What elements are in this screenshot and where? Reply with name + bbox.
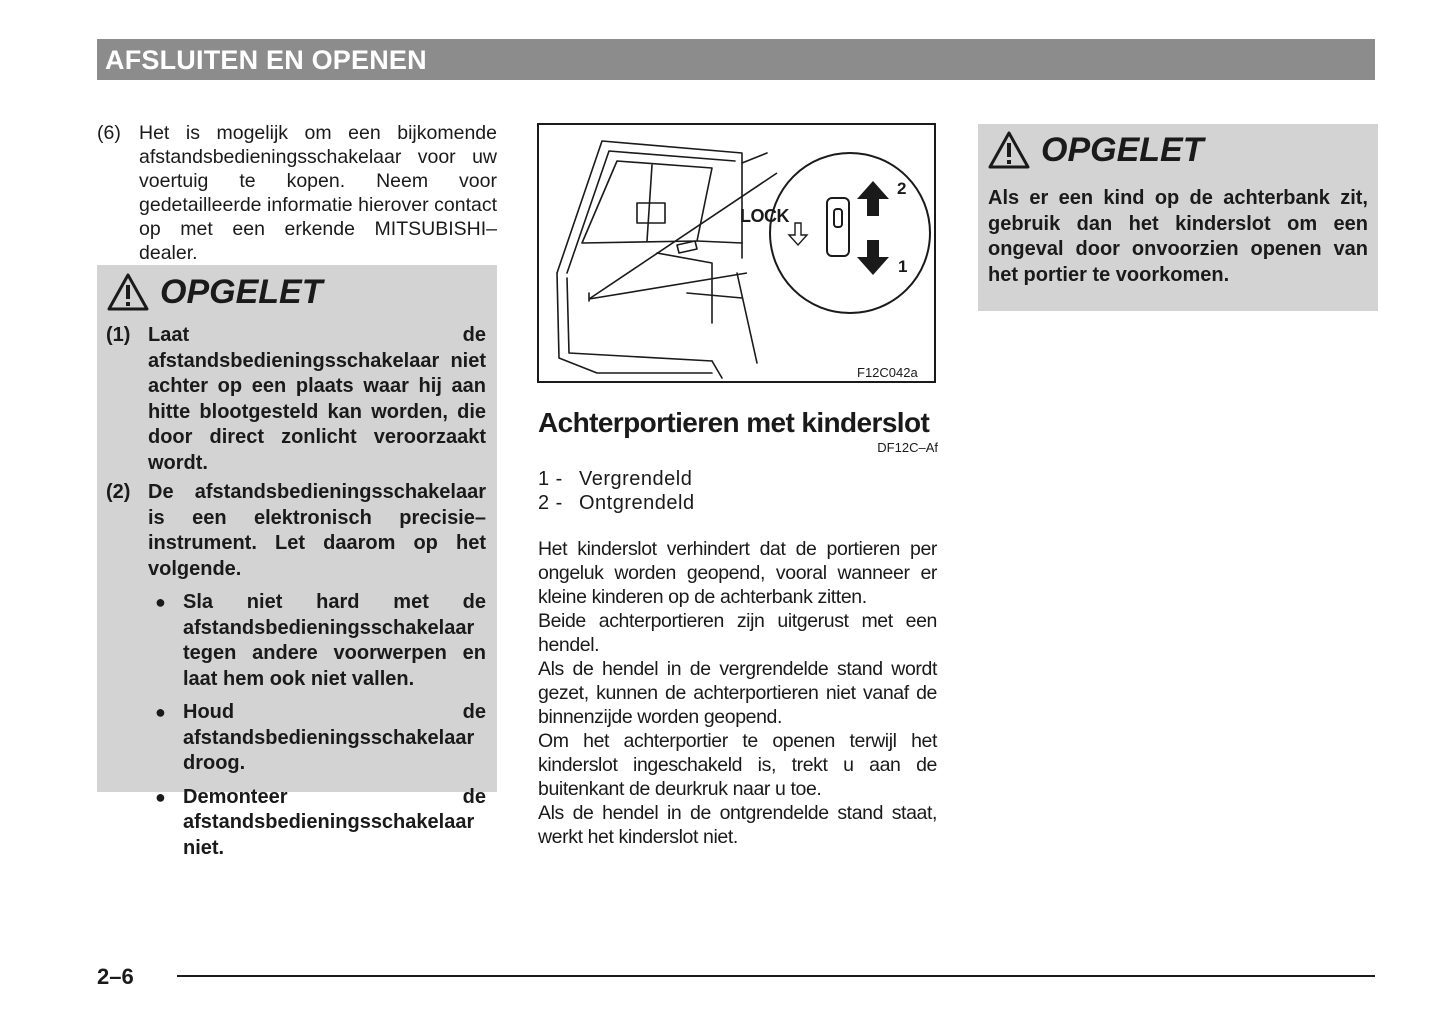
legend-value: Vergrendeld xyxy=(579,468,693,490)
caution-bullet-text: Houd de afstandsbedieningsschakelaar droog. xyxy=(183,701,486,774)
caution-box-child-lock xyxy=(978,124,1378,311)
caution-bullet xyxy=(148,700,486,777)
caution-item-text: De afstandsbedieningsschakelaar is een elektronisch precisie–instrument. Let daarom op het volgende. xyxy=(148,481,486,580)
figure-code: F12C042a xyxy=(857,365,918,380)
door-illustration-drawing xyxy=(537,123,936,383)
caution-heading xyxy=(106,272,322,312)
section-code: DF12C–Af xyxy=(877,440,938,455)
page-number: 2–6 xyxy=(97,964,134,989)
body-paragraph: Als de hendel in de ontgrendelde stand staat, werkt het kinderslot niet. xyxy=(538,802,937,848)
body-paragraph: Als de hendel in de vergrendelde stand wordt gezet, kunnen de achterportieren niet vanaf de binnenzijde worden geopend. xyxy=(538,658,937,728)
caution-item xyxy=(106,480,486,582)
warning-triangle-icon xyxy=(106,272,150,312)
child-lock-illustration xyxy=(537,123,936,383)
caution-body xyxy=(106,323,486,861)
caution-heading-text: OPGELET xyxy=(160,272,323,311)
section-header-title: AFSLUITEN EN OPENEN xyxy=(105,45,427,75)
body-paragraph: Het kinderslot verhindert dat de portieren per ongeluk worden geopend, vooral wanneer er kleine kinderen op de achterbank zitten. xyxy=(538,538,937,608)
bullet-icon: ● xyxy=(155,702,166,722)
body-paragraph: Om het achterportier te openen terwijl het kinderslot ingeschakeld is, trekt u aan de buitenkant de deurkruk naar u toe. xyxy=(538,730,937,800)
legend-item xyxy=(538,467,695,491)
caution-body-text: Als er een kind op de achterbank zit, gebruik dan het kinderslot om een ongeval door onvoorzien openen van het portier te voorkomen. xyxy=(988,187,1368,286)
caution-item xyxy=(106,323,486,476)
caution-box-remote xyxy=(97,265,497,859)
caution-item-text: Laat de afstandsbedieningsschakelaar niet achter op een plaats waar hij aan hitte blootgesteld kan worden, die door direct zonlicht veroorzaakt wordt. xyxy=(148,324,486,474)
caution-heading xyxy=(987,130,1203,170)
lock-label: LOCK xyxy=(740,206,789,226)
caution-bullet xyxy=(148,590,486,692)
intro-note-number: (6) xyxy=(97,122,121,144)
caution-bullet xyxy=(148,785,486,862)
legend-key: 1 - xyxy=(538,468,563,490)
legend-item xyxy=(538,491,695,515)
section-title: Achterportieren met kinderslot xyxy=(538,407,930,438)
warning-triangle-icon xyxy=(987,130,1031,170)
legend-value: Ontgrendeld xyxy=(579,492,695,514)
caution-item-number: (2) xyxy=(106,481,131,503)
legend-list xyxy=(538,467,695,515)
intro-note xyxy=(97,121,497,265)
section-header-band xyxy=(97,39,1375,80)
bullet-icon: ● xyxy=(155,786,166,807)
caution-bullet-text: Sla niet hard met de afstandsbedieningsschakelaar tegen andere voorwerpen en laat hem ook niet vallen. xyxy=(183,591,486,690)
caution-bullet-text: Demonteer de afstandsbedieningsschakelaar niet. xyxy=(183,785,486,859)
position-label-1: 1 xyxy=(898,257,908,276)
section-body xyxy=(538,537,937,849)
position-label-2: 2 xyxy=(897,179,907,198)
intro-note-text: Het is mogelijk om een bijkomende afstandsbedieningsschakelaar voor uw voertuig te kopen. Neem voor gedetailleerde informatie hierover contact op met een erkende MITSUBISHI–dealer. xyxy=(139,122,497,264)
caution-item-number: (1) xyxy=(106,324,131,346)
bullet-icon: ● xyxy=(155,592,166,612)
body-paragraph: Beide achterportieren zijn uitgerust met een hendel. xyxy=(538,610,937,656)
legend-key: 2 - xyxy=(538,492,563,514)
caution-heading-text: OPGELET xyxy=(1041,130,1204,169)
footer-rule xyxy=(177,975,1375,977)
